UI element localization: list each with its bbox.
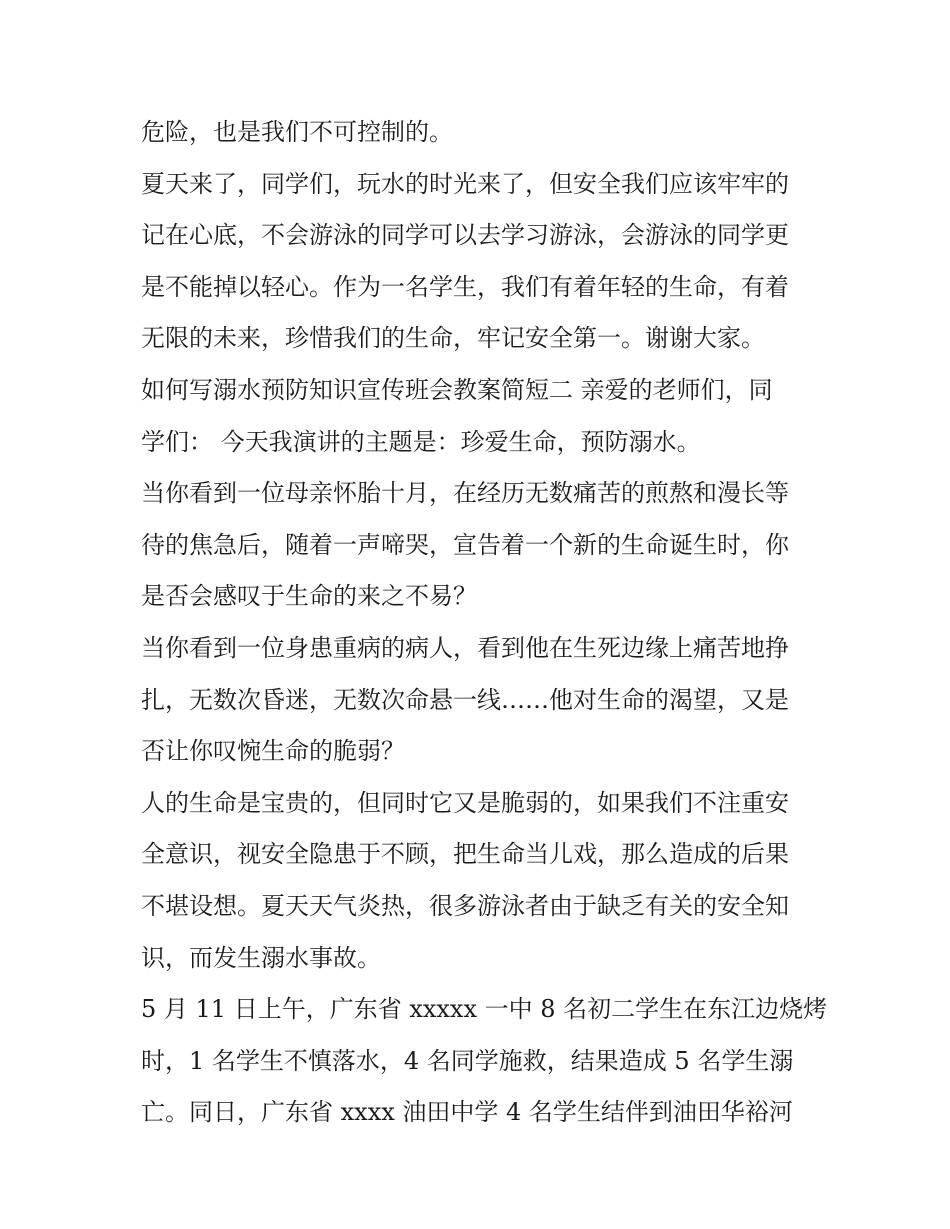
text-line: 危险，也是我们不可控制的。 <box>141 118 453 146</box>
text-line: 扎，无数次昏迷，无数次命悬一线……他对生命的渴望，又是 <box>141 685 789 714</box>
document-body <box>141 107 828 1139</box>
text-line: 夏天来了，同学们，玩水的时光来了，但安全我们应该牢牢的 <box>141 169 789 198</box>
text-line: 否让你叹惋生命的脆弱？ <box>141 737 405 766</box>
text-line: 是不能掉以轻心。作为一名学生，我们有着年轻的生命，有着 <box>141 272 789 301</box>
text-line: 如何写溺水预防知识宣传班会教案简短二 亲爱的老师们，同 <box>141 375 773 404</box>
text-line: 无限的未来，珍惜我们的生命，牢记安全第一。谢谢大家。 <box>141 324 765 353</box>
text-line: 不堪设想。夏天天气炎热，很多游泳者由于缺乏有关的安全知 <box>141 891 789 920</box>
text-line: 当你看到一位母亲怀胎十月，在经历无数痛苦的煎熬和漫长等 <box>141 479 789 508</box>
text-line: 记在心底，不会游泳的同学可以去学习游泳，会游泳的同学更 <box>141 221 789 250</box>
text-line: 全意识，视安全隐患于不顾，把生命当儿戏，那么造成的后果 <box>141 840 789 869</box>
text-line: 学们： 今天我演讲的主题是：珍爱生命，预防溺水。 <box>141 427 701 456</box>
text-line: 时，1 名学生不慎落水，4 名同学施救，结果造成 5 名学生溺 <box>141 1046 794 1075</box>
text-line: 当你看到一位身患重病的病人，看到他在生死边缘上痛苦地挣 <box>141 633 789 662</box>
text-line: 亡。同日，广东省 xxxx 油田中学 4 名学生结伴到油田华裕河 <box>141 1098 793 1127</box>
text-line: 人的生命是宝贵的，但同时它又是脆弱的，如果我们不注重安 <box>141 788 789 817</box>
text-line: 5 月 11 日上午，广东省 xxxxx 一中 8 名初二学生在东江边烧烤 <box>141 995 828 1024</box>
text-line: 是否会感叹于生命的来之不易？ <box>141 582 477 611</box>
text-line: 待的焦急后，随着一声啼哭，宣告着一个新的生命诞生时，你 <box>141 530 789 559</box>
text-line: 识，而发生溺水事故。 <box>141 943 381 972</box>
